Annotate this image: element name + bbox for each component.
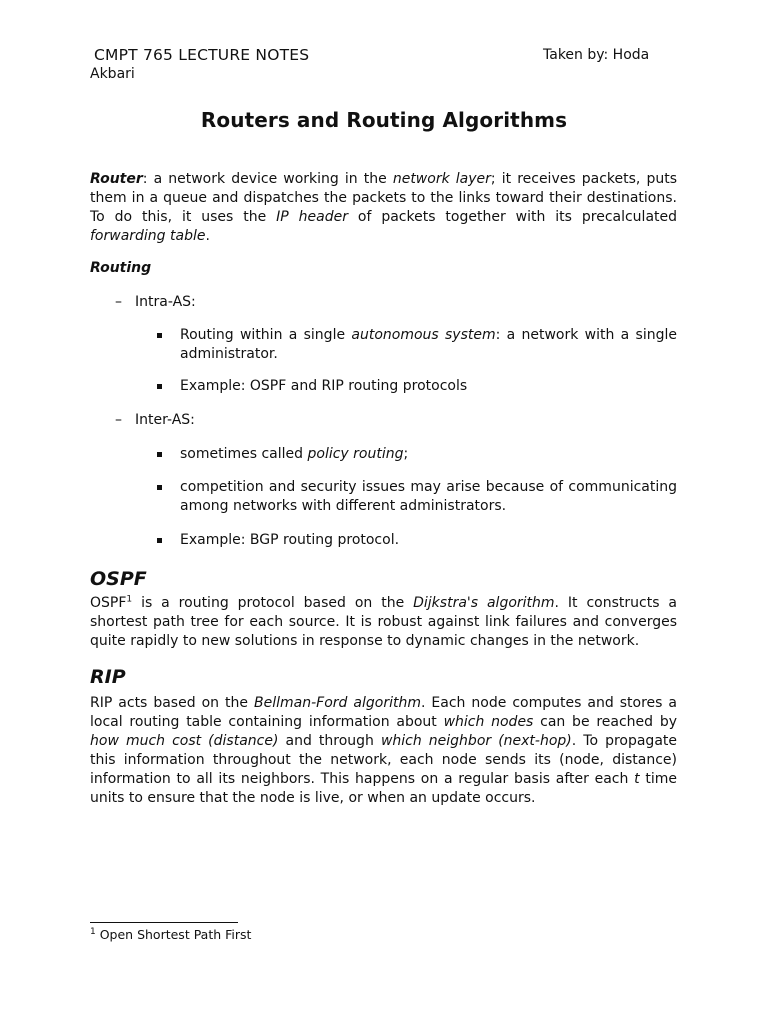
routing-heading: Routing — [90, 260, 152, 276]
intra-as-item: – Intra-AS: — [115, 294, 196, 310]
square-bullet-icon — [157, 452, 162, 457]
square-bullet-icon — [157, 333, 162, 338]
router-definition: Router: a network device working in the network layer; it receives packets, puts them in a queue and dispatches the packets to the links toward their destinations. To do this, it uses the IP header of packets together with its precalculated forwarding table. — [90, 171, 678, 244]
footnote-divider — [90, 922, 238, 923]
ospf-heading: OSPF — [90, 568, 147, 590]
inter-bullet-3: Example: BGP routing protocol. — [157, 531, 677, 550]
square-bullet-icon — [157, 485, 162, 490]
square-bullet-icon — [157, 384, 162, 389]
taken-by-continued: Akbari — [90, 66, 135, 82]
footnote: $^1$ Open Shortest Path First — [90, 926, 252, 942]
rip-heading: RIP — [90, 666, 126, 688]
intra-bullet-2: Example: OSPF and RIP routing protocols — [157, 377, 677, 396]
router-term: Router — [90, 171, 143, 187]
taken-by: Taken by: Hoda — [543, 47, 650, 63]
square-bullet-icon — [157, 538, 162, 543]
inter-bullet-1: sometimes called policy routing; — [157, 445, 677, 464]
dash-marker: – — [115, 412, 122, 428]
course-header: CMPT 765 LECTURE NOTES — [94, 46, 310, 64]
rip-paragraph: RIP acts based on the Bellman-Ford algorithm. Each node computes and stores a local routing table containing information about which nodes can be reached by how much cost (distance) and through which neighbor (next-hop). To propagate this information throughout the network, each node sends its (node, distance) information to all its neighbors. This happens on a regular basis after each t time units to ensure that the node is live, or when an update occurs. — [90, 695, 677, 806]
footnote-ref: 1 — [126, 594, 133, 605]
ospf-paragraph: OSPF$^1$ is a routing protocol based on the Dijkstra's algorithm. It constructs a shortest path tree for each source. It is robust against link failures and converges quite rapidly to new solutions in response to dynamic changes in the network. — [90, 594, 677, 649]
dash-marker: – — [115, 294, 122, 310]
intra-bullet-1: Routing within a single autonomous system: a network with a single administrator. — [157, 326, 677, 364]
inter-as-item: – Inter-AS: — [115, 412, 195, 428]
page-title: Routers and Routing Algorithms — [200, 108, 568, 132]
inter-bullet-2: competition and security issues may arise because of communicating among networks with different administrators. — [157, 478, 677, 516]
